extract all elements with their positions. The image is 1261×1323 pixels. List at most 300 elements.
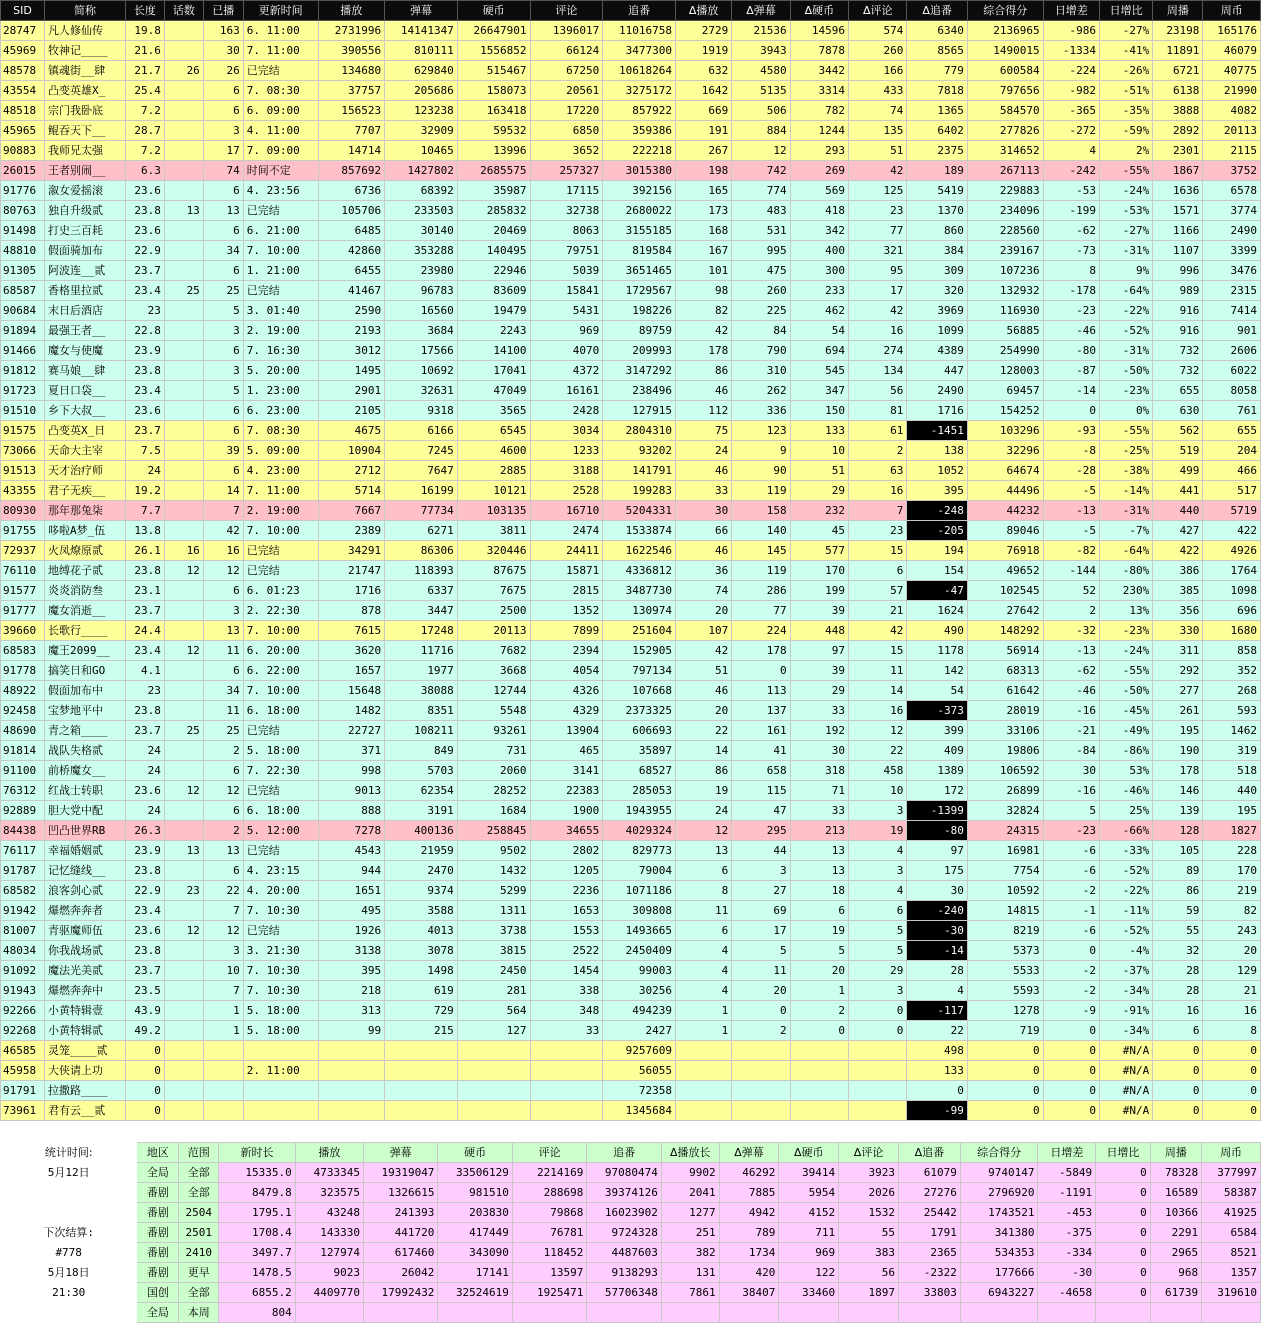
table-cell[interactable]: 4329 (530, 701, 603, 721)
table-cell[interactable]: 11 (675, 901, 731, 921)
stats-cell[interactable]: 33803 (898, 1283, 960, 1303)
table-cell[interactable]: 22383 (530, 781, 603, 801)
table-cell[interactable]: 64674 (967, 461, 1043, 481)
stats-cell[interactable]: 番剧 (137, 1183, 179, 1203)
table-cell[interactable]: 1642 (675, 81, 731, 101)
table-cell[interactable]: 牧神记____ (45, 41, 126, 61)
table-cell[interactable]: 251604 (603, 621, 676, 641)
table-cell[interactable]: 青之箱____ (45, 721, 126, 741)
table-cell[interactable]: 6 (203, 81, 243, 101)
table-cell[interactable]: 0 (849, 1021, 907, 1041)
table-cell[interactable]: 君子无疾__ (45, 481, 126, 501)
table-cell[interactable]: 462 (790, 301, 848, 321)
stats-cell[interactable]: -375 (1038, 1223, 1096, 1243)
table-cell[interactable]: 5593 (967, 981, 1043, 1001)
table-cell[interactable]: 52 (1043, 581, 1099, 601)
table-cell[interactable]: 1278 (967, 1001, 1043, 1021)
table-cell[interactable]: 888 (318, 801, 385, 821)
table-cell[interactable]: 7. 10:30 (243, 901, 318, 921)
table-cell[interactable]: 28252 (457, 781, 530, 801)
table-cell[interactable]: 348 (530, 1001, 603, 1021)
table-cell[interactable]: 1900 (530, 801, 603, 821)
table-cell[interactable]: 小黄特辑壹 (45, 1001, 126, 1021)
table-cell[interactable]: 14 (203, 481, 243, 501)
stats-cell[interactable]: 0 (1096, 1223, 1151, 1243)
table-cell[interactable]: 172 (907, 781, 967, 801)
table-cell[interactable]: 1571 (1153, 201, 1203, 221)
stats-cell[interactable]: 118452 (512, 1243, 586, 1263)
table-cell[interactable]: 2243 (457, 321, 530, 341)
table-cell[interactable]: 6402 (907, 121, 967, 141)
stats-cell[interactable]: -1191 (1038, 1183, 1096, 1203)
table-cell[interactable]: 14815 (967, 901, 1043, 921)
table-cell[interactable]: 1 (790, 981, 848, 1001)
table-cell[interactable]: 6022 (1203, 361, 1261, 381)
table-cell[interactable]: 25 (164, 281, 203, 301)
stats-cell[interactable]: 377997 (1202, 1163, 1261, 1183)
table-cell[interactable]: 12 (732, 141, 790, 161)
table-cell[interactable]: 68583 (1, 641, 45, 661)
table-cell[interactable]: 574 (849, 21, 907, 41)
table-cell[interactable]: 8063 (530, 221, 603, 241)
table-cell[interactable]: 74 (203, 161, 243, 181)
table-cell[interactable]: 267 (675, 141, 731, 161)
table-cell[interactable]: 11891 (1153, 41, 1203, 61)
table-cell[interactable]: 24315 (967, 821, 1043, 841)
table-cell[interactable]: 225 (732, 301, 790, 321)
table-cell[interactable]: 6 (203, 341, 243, 361)
stats-cell[interactable]: 33460 (779, 1283, 839, 1303)
table-cell[interactable]: 233503 (385, 201, 458, 221)
table-cell[interactable]: 4. 11:00 (243, 121, 318, 141)
table-cell[interactable]: 66124 (530, 41, 603, 61)
stats-cell[interactable]: 2041 (661, 1183, 719, 1203)
table-cell[interactable]: 42860 (318, 241, 385, 261)
table-cell[interactable]: 901 (1203, 321, 1261, 341)
table-cell[interactable]: 84438 (1, 821, 45, 841)
stats-cell[interactable]: 56 (839, 1263, 899, 1283)
table-cell[interactable]: 1462 (1203, 721, 1261, 741)
table-cell[interactable]: 30256 (603, 981, 676, 1001)
table-cell[interactable]: 86306 (385, 541, 458, 561)
table-cell[interactable]: -224 (1043, 61, 1099, 81)
table-cell[interactable] (164, 421, 203, 441)
table-cell[interactable]: 0 (1043, 1081, 1099, 1101)
table-cell[interactable]: 1493665 (603, 921, 676, 941)
table-cell[interactable]: 448 (790, 621, 848, 641)
table-cell[interactable]: 260 (732, 281, 790, 301)
table-cell[interactable]: 6. 21:00 (243, 221, 318, 241)
table-cell[interactable]: -51% (1099, 81, 1152, 101)
table-cell[interactable]: 56914 (967, 641, 1043, 661)
table-cell[interactable]: 4.1 (125, 661, 164, 681)
stats-cell[interactable]: 9902 (661, 1163, 719, 1183)
table-cell[interactable] (457, 1101, 530, 1121)
table-cell[interactable]: 2 (849, 441, 907, 461)
table-cell[interactable]: 独自升级贰 (45, 201, 126, 221)
table-cell[interactable]: 233 (790, 281, 848, 301)
table-cell[interactable]: 30140 (385, 221, 458, 241)
table-cell[interactable]: 7707 (318, 121, 385, 141)
table-cell[interactable]: 46 (675, 541, 731, 561)
stats-cell[interactable]: -453 (1038, 1203, 1096, 1223)
table-cell[interactable]: 91778 (1, 661, 45, 681)
table-cell[interactable] (675, 1081, 731, 1101)
table-cell[interactable]: 6. 09:00 (243, 101, 318, 121)
stats-cell[interactable]: 26042 (363, 1263, 437, 1283)
stats-cell[interactable]: 2410 (179, 1243, 219, 1263)
table-cell[interactable]: 300 (790, 261, 848, 281)
table-cell[interactable]: 782 (790, 101, 848, 121)
table-cell[interactable]: 150 (790, 401, 848, 421)
table-cell[interactable]: 4372 (530, 361, 603, 381)
table-cell[interactable]: 29 (790, 481, 848, 501)
table-cell[interactable]: 15 (849, 641, 907, 661)
table-cell[interactable]: 0 (967, 1101, 1043, 1121)
table-cell[interactable]: 2474 (530, 521, 603, 541)
table-cell[interactable]: -34% (1099, 1021, 1152, 1041)
table-cell[interactable]: 1716 (318, 581, 385, 601)
table-cell[interactable]: 989 (1153, 281, 1203, 301)
table-cell[interactable]: 4389 (907, 341, 967, 361)
table-cell[interactable]: 2802 (530, 841, 603, 861)
table-cell[interactable]: 135 (849, 121, 907, 141)
table-cell[interactable]: 1653 (530, 901, 603, 921)
stats-cell[interactable]: 2291 (1150, 1223, 1201, 1243)
table-cell[interactable] (385, 1081, 458, 1101)
stats-cell[interactable]: 4733345 (295, 1163, 363, 1183)
table-cell[interactable]: 32 (1153, 941, 1203, 961)
table-cell[interactable]: 7. 11:00 (243, 481, 318, 501)
table-cell[interactable]: 4 (849, 881, 907, 901)
table-cell[interactable]: 33 (790, 701, 848, 721)
table-cell[interactable]: 790 (732, 341, 790, 361)
table-cell[interactable]: 3 (732, 861, 790, 881)
table-cell[interactable]: 7. 10:00 (243, 241, 318, 261)
table-cell[interactable]: 2901 (318, 381, 385, 401)
table-cell[interactable]: 91942 (1, 901, 45, 921)
table-cell[interactable]: 205686 (385, 81, 458, 101)
table-cell[interactable]: #N/A (1099, 1041, 1152, 1061)
table-cell[interactable]: 7 (203, 981, 243, 1001)
table-cell[interactable]: #N/A (1099, 1101, 1152, 1121)
table-cell[interactable]: 440 (1153, 501, 1203, 521)
table-cell[interactable]: -45% (1099, 701, 1152, 721)
table-cell[interactable] (203, 1081, 243, 1101)
table-cell[interactable] (164, 901, 203, 921)
table-cell[interactable]: 392156 (603, 181, 676, 201)
table-cell[interactable] (164, 941, 203, 961)
table-cell[interactable]: 13 (203, 201, 243, 221)
table-cell[interactable]: 6138 (1153, 81, 1203, 101)
table-cell[interactable]: 2136965 (967, 21, 1043, 41)
stats-cell[interactable]: 本周 (179, 1303, 219, 1323)
stats-cell[interactable]: 2026 (839, 1183, 899, 1203)
table-cell[interactable]: 20 (790, 961, 848, 981)
table-cell[interactable]: 92889 (1, 801, 45, 821)
table-cell[interactable]: 3191 (385, 801, 458, 821)
table-cell[interactable]: 8351 (385, 701, 458, 721)
table-cell[interactable]: 5. 18:00 (243, 1021, 318, 1041)
stats-cell[interactable]: 4152 (779, 1203, 839, 1223)
table-cell[interactable]: 6 (1153, 1021, 1203, 1041)
table-cell[interactable]: 102545 (967, 581, 1043, 601)
table-cell[interactable]: -84 (1043, 741, 1099, 761)
table-cell[interactable]: 170 (1203, 861, 1261, 881)
table-cell[interactable]: 228 (1203, 841, 1261, 861)
stats-cell[interactable]: 43248 (295, 1203, 363, 1223)
table-cell[interactable]: 3 (203, 601, 243, 621)
table-cell[interactable]: 108211 (385, 721, 458, 741)
table-cell[interactable]: 6736 (318, 181, 385, 201)
table-cell[interactable]: 13 (164, 201, 203, 221)
table-cell[interactable]: -23% (1099, 621, 1152, 641)
stats-cell[interactable] (1, 1303, 137, 1323)
table-cell[interactable]: 655 (1203, 421, 1261, 441)
table-cell[interactable]: 21990 (1203, 81, 1261, 101)
table-cell[interactable]: 320446 (457, 541, 530, 561)
table-cell[interactable] (164, 601, 203, 621)
table-cell[interactable]: 6340 (907, 21, 967, 41)
table-cell[interactable]: 1657 (318, 661, 385, 681)
table-cell[interactable]: 262 (732, 381, 790, 401)
table-cell[interactable]: 6. 11:00 (243, 21, 318, 41)
stats-cell[interactable]: 9740147 (960, 1163, 1038, 1183)
table-cell[interactable]: 3012 (318, 341, 385, 361)
table-cell[interactable]: 16 (849, 321, 907, 341)
table-cell[interactable]: 34655 (530, 821, 603, 841)
stats-cell[interactable]: 1897 (839, 1283, 899, 1303)
table-cell[interactable]: 884 (732, 121, 790, 141)
stats-cell[interactable]: 1791 (898, 1223, 960, 1243)
table-cell[interactable]: 7. 08:30 (243, 421, 318, 441)
table-cell[interactable]: 2490 (1203, 221, 1261, 241)
table-cell[interactable] (164, 241, 203, 261)
table-cell[interactable]: 3752 (1203, 161, 1261, 181)
table-cell[interactable]: 447 (907, 361, 967, 381)
table-cell[interactable]: 5533 (967, 961, 1043, 981)
table-cell[interactable]: 末日后酒店 (45, 301, 126, 321)
table-cell[interactable]: 1867 (1153, 161, 1203, 181)
table-cell[interactable]: 0 (907, 1081, 967, 1101)
table-cell[interactable]: 562 (1153, 421, 1203, 441)
table-cell[interactable]: 17220 (530, 101, 603, 121)
table-cell[interactable]: 2731996 (318, 21, 385, 41)
table-cell[interactable]: 24411 (530, 541, 603, 561)
table-cell[interactable]: -27% (1099, 221, 1152, 241)
table-cell[interactable]: 0 (849, 1001, 907, 1021)
table-cell[interactable]: 12 (164, 561, 203, 581)
table-cell[interactable]: 277 (1153, 681, 1203, 701)
stats-cell[interactable]: 534353 (960, 1243, 1038, 1263)
stats-cell[interactable]: 国创 (137, 1283, 179, 1303)
table-cell[interactable]: 24 (675, 801, 731, 821)
table-cell[interactable]: 假面加布中 (45, 681, 126, 701)
table-cell[interactable]: -62 (1043, 221, 1099, 241)
table-cell[interactable]: -22% (1099, 301, 1152, 321)
table-cell[interactable]: 26647901 (457, 21, 530, 41)
stats-cell[interactable]: 46292 (719, 1163, 779, 1183)
table-cell[interactable]: 347 (790, 381, 848, 401)
table-cell[interactable]: -80% (1099, 561, 1152, 581)
table-cell[interactable]: 61642 (967, 681, 1043, 701)
stats-cell[interactable]: 2796920 (960, 1183, 1038, 1203)
table-cell[interactable]: -6 (1043, 841, 1099, 861)
table-cell[interactable]: 2 (732, 1021, 790, 1041)
table-cell[interactable]: -32 (1043, 621, 1099, 641)
stats-cell[interactable]: 61079 (898, 1163, 960, 1183)
table-cell[interactable]: 32824 (967, 801, 1043, 821)
table-cell[interactable]: 4326 (530, 681, 603, 701)
table-cell[interactable]: 517 (1203, 481, 1261, 501)
table-cell[interactable]: 镇魂街__肆 (45, 61, 126, 81)
table-cell[interactable]: 564 (457, 1001, 530, 1021)
table-cell[interactable]: 2394 (530, 641, 603, 661)
table-cell[interactable]: 记忆缝线__ (45, 861, 126, 881)
stats-cell[interactable] (295, 1303, 363, 1323)
table-cell[interactable]: 23.7 (125, 421, 164, 441)
table-cell[interactable]: 7 (849, 501, 907, 521)
table-cell[interactable]: 531 (732, 221, 790, 241)
table-cell[interactable]: 48922 (1, 681, 45, 701)
table-cell[interactable]: 215 (385, 1021, 458, 1041)
table-cell[interactable]: -82 (1043, 541, 1099, 561)
table-cell[interactable]: 140495 (457, 241, 530, 261)
table-cell[interactable]: 386 (1153, 561, 1203, 581)
table-cell[interactable]: 116930 (967, 301, 1043, 321)
table-cell[interactable]: 7 (203, 901, 243, 921)
table-cell[interactable]: 490 (907, 621, 967, 641)
table-cell[interactable]: 0 (125, 1061, 164, 1081)
table-cell[interactable]: 15841 (530, 281, 603, 301)
table-cell[interactable]: -199 (1043, 201, 1099, 221)
table-cell[interactable]: 1233 (530, 441, 603, 461)
table-cell[interactable]: 166 (849, 61, 907, 81)
table-cell[interactable]: 219 (1203, 881, 1261, 901)
table-cell[interactable]: 大侠请上功 (45, 1061, 126, 1081)
table-cell[interactable]: 198226 (603, 301, 676, 321)
table-cell[interactable] (164, 221, 203, 241)
table-cell[interactable]: -73 (1043, 241, 1099, 261)
stats-cell[interactable]: 617460 (363, 1243, 437, 1263)
table-cell[interactable]: 15 (849, 541, 907, 561)
stats-cell[interactable] (1202, 1303, 1261, 1323)
table-cell[interactable]: 37757 (318, 81, 385, 101)
table-cell[interactable]: 26 (164, 61, 203, 81)
table-cell[interactable]: -23% (1099, 381, 1152, 401)
stats-cell[interactable]: 32524619 (438, 1283, 512, 1303)
table-cell[interactable]: -272 (1043, 121, 1099, 141)
table-cell[interactable]: 475 (732, 261, 790, 281)
table-cell[interactable]: 313 (318, 1001, 385, 1021)
table-cell[interactable]: 2450 (457, 961, 530, 981)
table-cell[interactable]: 香格里拉贰 (45, 281, 126, 301)
table-cell[interactable]: 39 (790, 601, 848, 621)
table-cell[interactable]: 5 (1043, 801, 1099, 821)
table-cell[interactable]: 292 (1153, 661, 1203, 681)
table-cell[interactable]: 3477300 (603, 41, 676, 61)
stats-cell[interactable]: 9138293 (587, 1263, 661, 1283)
stats-cell[interactable]: 27276 (898, 1183, 960, 1203)
table-cell[interactable]: 314652 (967, 141, 1043, 161)
table-cell[interactable]: 0 (1153, 1041, 1203, 1061)
table-cell[interactable]: 3668 (457, 661, 530, 681)
table-cell[interactable] (164, 581, 203, 601)
stats-cell[interactable]: 2501 (179, 1223, 219, 1243)
table-cell[interactable]: 254990 (967, 341, 1043, 361)
table-cell[interactable] (164, 41, 203, 61)
table-cell[interactable]: 103135 (457, 501, 530, 521)
table-cell[interactable]: 15648 (318, 681, 385, 701)
table-cell[interactable]: 42 (849, 161, 907, 181)
table-cell[interactable]: 128003 (967, 361, 1043, 381)
table-cell[interactable] (164, 381, 203, 401)
table-cell[interactable]: -373 (907, 701, 967, 721)
table-cell[interactable]: 25% (1099, 801, 1152, 821)
table-cell[interactable]: 19479 (457, 301, 530, 321)
table-cell[interactable]: 鲲吞天下__ (45, 121, 126, 141)
table-cell[interactable]: 4. 20:00 (243, 881, 318, 901)
table-cell[interactable]: -6 (1043, 861, 1099, 881)
table-cell[interactable]: 82 (675, 301, 731, 321)
table-cell[interactable]: 凡人修仙传 (45, 21, 126, 41)
table-cell[interactable]: 3. 21:30 (243, 941, 318, 961)
table-cell[interactable]: 107 (675, 621, 731, 641)
table-cell[interactable]: 28.7 (125, 121, 164, 141)
stats-cell[interactable]: 3497.7 (219, 1243, 296, 1263)
table-cell[interactable]: 1352 (530, 601, 603, 621)
table-cell[interactable]: 53% (1099, 761, 1152, 781)
table-cell[interactable]: -16 (1043, 781, 1099, 801)
table-cell[interactable]: 45969 (1, 41, 45, 61)
table-cell[interactable]: 19 (675, 781, 731, 801)
table-cell[interactable]: 3034 (530, 421, 603, 441)
table-cell[interactable] (164, 121, 203, 141)
table-cell[interactable]: -50% (1099, 681, 1152, 701)
table-cell[interactable]: 魔女消逝__ (45, 601, 126, 621)
table-cell[interactable]: 996 (1153, 261, 1203, 281)
table-cell[interactable]: 10121 (457, 481, 530, 501)
table-cell[interactable]: 2. 19:00 (243, 501, 318, 521)
table-cell[interactable]: -8 (1043, 441, 1099, 461)
table-cell[interactable] (164, 1001, 203, 1021)
table-cell[interactable]: 127 (457, 1021, 530, 1041)
stats-cell[interactable]: 177666 (960, 1263, 1038, 1283)
table-cell[interactable]: 16 (203, 541, 243, 561)
table-cell[interactable]: 4 (675, 941, 731, 961)
table-cell[interactable]: 40775 (1203, 61, 1261, 81)
table-cell[interactable] (164, 301, 203, 321)
table-cell[interactable]: 23.7 (125, 961, 164, 981)
table-cell[interactable]: 969 (530, 321, 603, 341)
table-cell[interactable]: 170 (790, 561, 848, 581)
table-cell[interactable]: 2528 (530, 481, 603, 501)
table-cell[interactable]: 4543 (318, 841, 385, 861)
table-cell[interactable]: 81007 (1, 921, 45, 941)
table-cell[interactable]: 797134 (603, 661, 676, 681)
table-cell[interactable]: 2115 (1203, 141, 1261, 161)
table-cell[interactable]: 173 (675, 201, 731, 221)
table-cell[interactable]: 1432 (457, 861, 530, 881)
table-cell[interactable]: 1556852 (457, 41, 530, 61)
table-cell[interactable]: 爆燃奔奔者 (45, 901, 126, 921)
table-cell[interactable]: 320 (907, 281, 967, 301)
table-cell[interactable]: 3078 (385, 941, 458, 961)
table-cell[interactable]: 33106 (967, 721, 1043, 741)
table-cell[interactable]: #N/A (1099, 1081, 1152, 1101)
stats-cell[interactable]: 241393 (363, 1203, 437, 1223)
table-cell[interactable]: 91513 (1, 461, 45, 481)
